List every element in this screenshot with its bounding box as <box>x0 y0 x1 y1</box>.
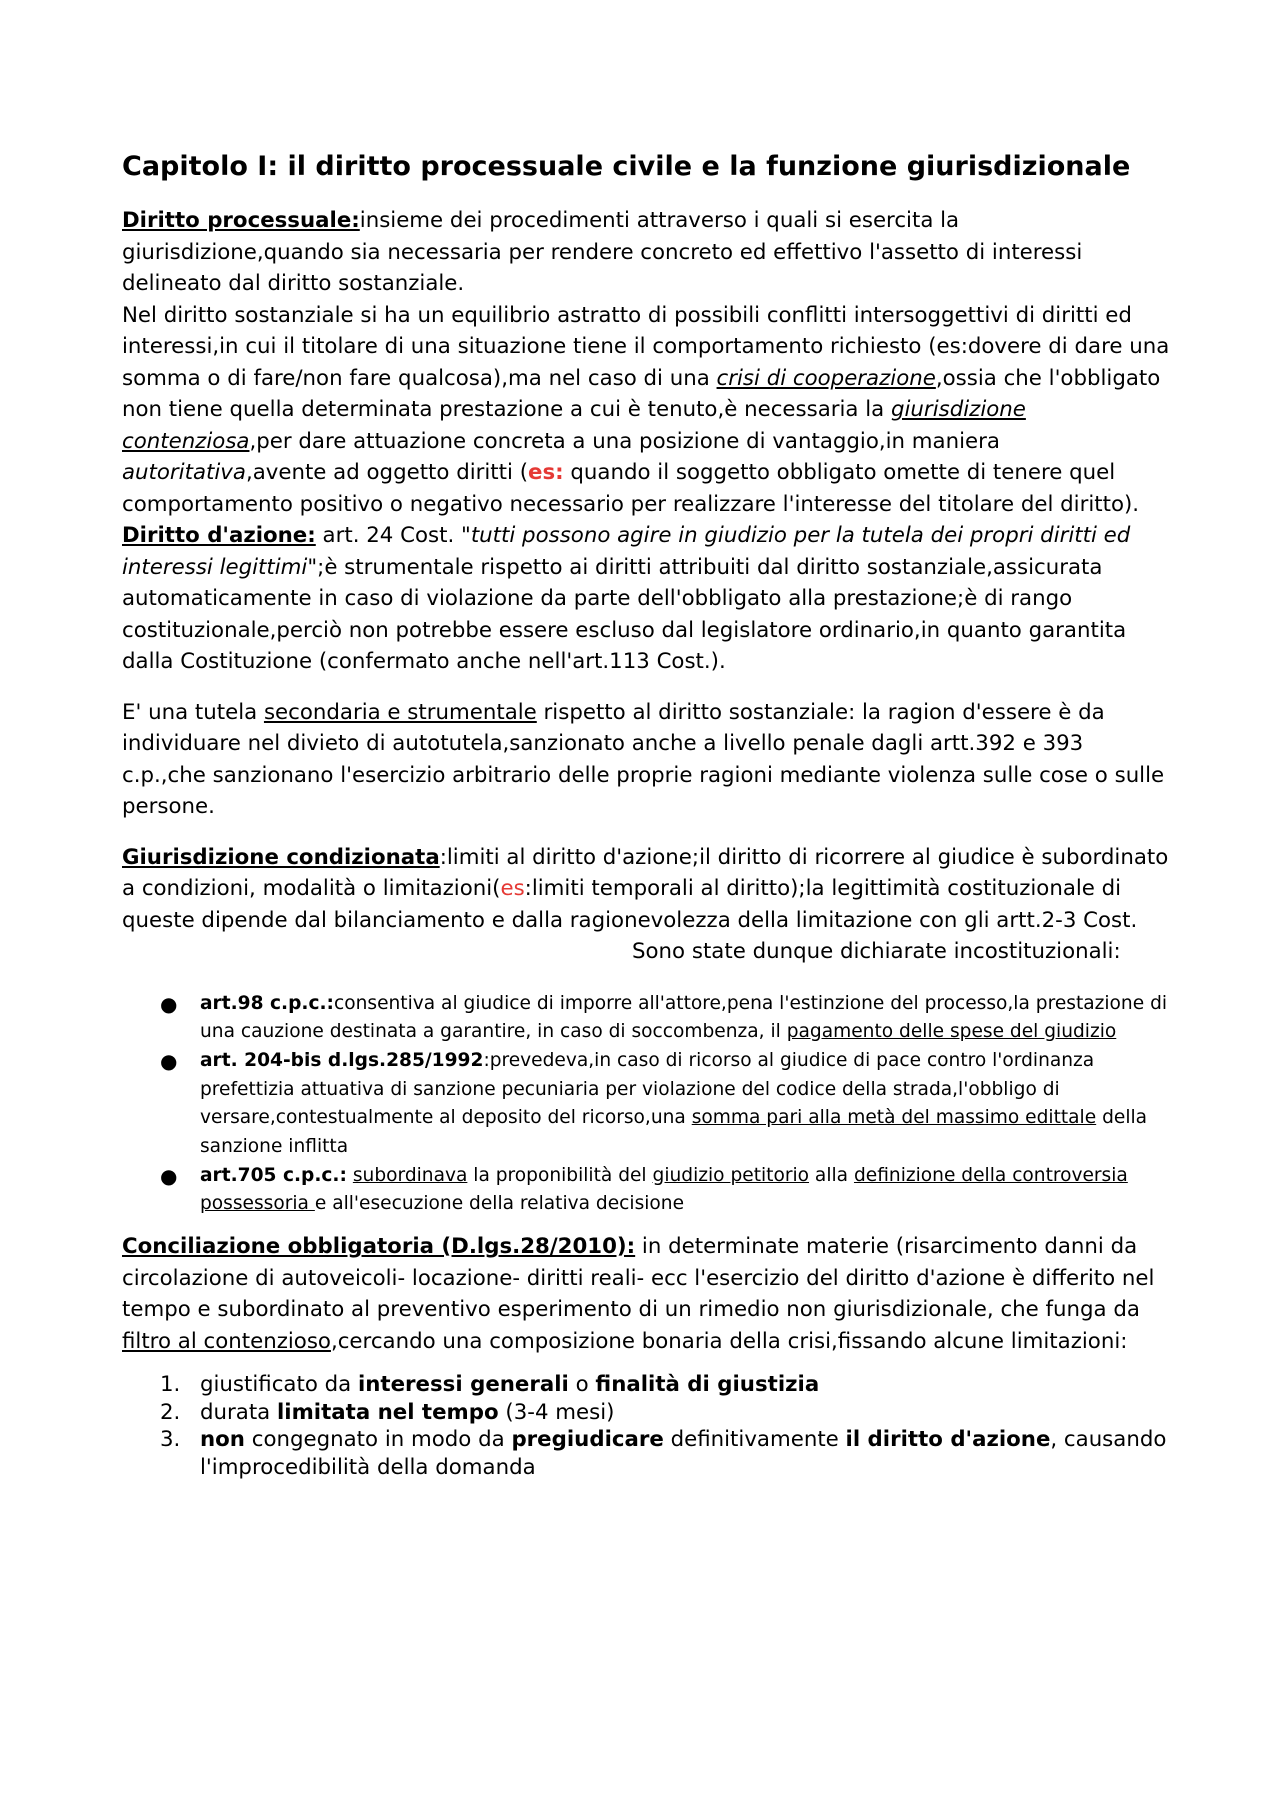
term-giurisdizione-contenziosa: giurisdizione contenziosa <box>122 397 1026 454</box>
chapter-title: Capitolo I: il diritto processuale civile e la funzione giurisdizionale <box>122 151 1131 182</box>
list-item: ● art. 204-bis d.lgs.285/1992:prevedeva,in caso di ricorso al giudice di pace contro l'ordinanza prefettizia attuativa di sanzione pecuniaria per violazione del codice della strada,l'obbligo di versare,contestualmente al deposito del ricorso,una somma pari alla metà del massimo edittale della sanzione inflitta <box>160 1048 1148 1158</box>
paragraph-giurisdizione-condizionata: Giurisdizione condizionata:limiti al diritto d'azione;il diritto di ricorrere al giudice è subordinato a condizioni, modalità o limitazioni(es:limiti temporali al diritto);la legittimità costituzionale di queste dipende dal bilanciamento e dalla ragionevolezza della limitazione con gli artt.2-3 Cost.Sono state dunque dichiarate incostituzionali: <box>122 844 1169 964</box>
paragraph-conciliazione: Conciliazione obbligatoria (D.lgs.28/2010): in determinate materie (risarcimento danni da circolazione di autoveicoli- locazione- diritti reali- ecc l'esercizio del diritto d'azione è differito nel tempo e subordinato al preventivo esperimento di un rimedio non giurisdizionale, che funga da filtro al contenzioso,cercando una composizione bonaria della crisi,fissando alcune limitazioni: <box>122 1234 1155 1354</box>
example-marker: es: <box>528 460 564 485</box>
example-marker: es <box>500 876 525 901</box>
paragraph-tutela-secondaria: E' una tutela secondaria e strumentale rispetto al diritto sostanziale: la ragion d'essere è da individuare nel divieto di autotutela,sanzionato anche a livello penale dagli artt.392 e 393 c.p.,che sanzionano l'esercizio arbitrario delle proprie ragioni mediante violenza sulle cose o sulle persone. <box>122 699 1165 819</box>
term-giurisdizione-condizionata: Giurisdizione condizionata <box>122 844 440 870</box>
list-item: 1. giustificato da interessi generali o finalità di giustizia <box>160 1372 820 1398</box>
list-item: ● art.705 c.p.c.: subordinava la proponibilità del giudizio petitorio alla definizione della controversia possessoria e all'esecuzione della relativa decisione <box>160 1163 1128 1215</box>
term-secondaria-strumentale: secondaria e strumentale <box>263 699 537 725</box>
term-crisi-di-cooperazione: crisi di cooperazione <box>716 365 936 391</box>
bullet-icon: ● <box>160 991 178 1016</box>
term-conciliazione-obbligatoria: Conciliazione obbligatoria (D.lgs.28/2010): <box>122 1234 636 1260</box>
paragraph-diritto-processuale: Diritto processuale:insieme dei procedimenti attraverso i quali si esercita la giurisdizione,quando sia necessaria per rendere concreto ed effettivo l'assetto di interessi delineato dal diritto sostanziale. Nel diritto sostanziale si ha un equilibrio astratto di possibili conflitti intersoggettivi di diritti ed interessi,in cui il titolare di una situazione tiene il comportamento richiesto (es:dovere di dare una somma o di fare/non fare qualcosa),ma nel caso di una crisi di cooperazione,ossia che l'obbligato non tiene quella determinata prestazione a cui è tenuto,è necessaria la giurisdizione contenziosa,per dare attuazione concreta a una posizione di vantaggio,in maniera autoritativa,avente ad oggetto diritti (es: quando il soggetto obbligato omette di tenere quel comportamento positivo o negativo necessario per realizzare l'interesse del titolare del diritto). Diritto d'azione: art. 24 Cost. "tutti possono agire in giudizio per la tutela dei propri diritti ed interessi legittimi";è strumentale rispetto ai diritti attribuiti dal diritto sostanziale,assicurata automaticamente in caso di violazione da parte dell'obbligato alla prestazione;è di rango costituzionale,perciò non potrebbe essere escluso dal legislatore ordinario,in quanto garantita dalla Costituzione (confermato anche nell'art.113 Cost.). <box>122 208 1170 674</box>
bullet-icon: ● <box>160 1048 178 1073</box>
term-diritto-processuale: Diritto processuale: <box>122 208 360 233</box>
document-page <box>122 148 1172 1481</box>
list-item: ● art.98 c.p.c.:consentiva al giudice di imporre all'attore,pena l'estinzione del processo,la prestazione di una cauzione destinata a garantire, in caso di soccombenza, il pagamento delle spese del giudizio <box>160 991 1168 1043</box>
list-item: 2. durata limitata nel tempo (3-4 mesi) <box>160 1399 615 1425</box>
bullet-list-incostituzionali <box>122 990 1172 1220</box>
list-item: 3. non congegnato in modo da pregiudicare definitivamente il diritto d'azione, causando l'improcedibilità della domanda <box>160 1427 1167 1480</box>
term-filtro-contenzioso: filtro al contenzioso <box>122 1328 331 1354</box>
term-diritto-azione: Diritto d'azione: <box>122 523 316 548</box>
quote-art-24: tutti possono agire in giudizio per la tutela dei propri diritti ed interessi legittimi <box>122 523 1131 580</box>
bullet-icon: ● <box>160 1163 178 1188</box>
numbered-list-limitazioni <box>122 1371 1172 1481</box>
